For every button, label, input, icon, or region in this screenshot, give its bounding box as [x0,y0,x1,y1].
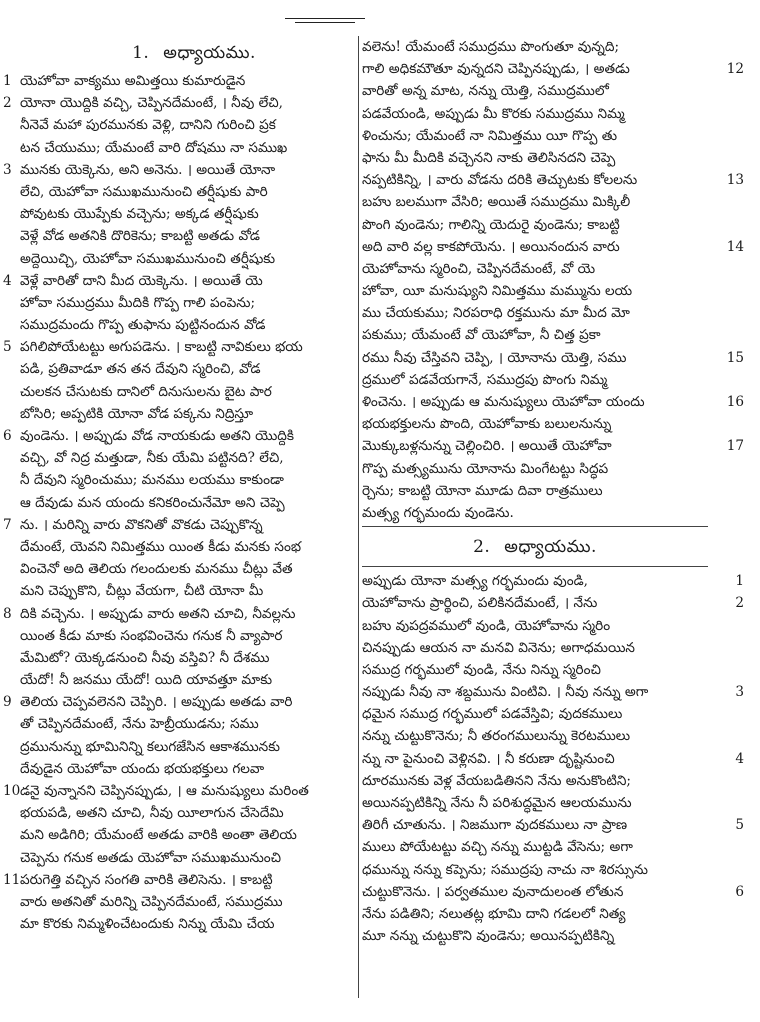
line-text: సముద్రమందు గొప్ప తుఫాను పుట్టినందున వోడ [20,317,266,334]
line-text: భయపడి, అతని చూచి, నీవు యీలాగున చేసెదేమి [20,805,284,822]
text-line [20,824,368,846]
line-text: ద్రములో పడవేయగానే, సముద్రపు పొంగు నిమ్మ [362,371,608,388]
verse-number: 2 [735,595,744,612]
line-text: ర్చెను; కాబట్టి యోనా మూడు దివా రాత్రములు [362,482,603,499]
line-text: పగిలిపోయేటట్టు అగుపడెను. । కాబట్టి నావికులు భయ [20,339,303,356]
text-line [362,236,744,258]
verse-number: 5 [735,817,744,834]
text-line [20,314,368,336]
right-column-text-bottom [362,570,744,947]
line-text: వెళ్లే వారితో దాని మీద యెక్కెను. । అయితే యె [20,272,263,289]
verse-number: 11 [3,871,21,888]
text-line [362,859,708,881]
line-text: మేమిటో? యెక్కడనుంచి నీవు వస్తివి? నీ దేశము [20,649,270,666]
line-text: అప్పుడు యోనా మత్స్య గర్భమందు వుండి, [362,573,588,590]
line-text: ను. । మరిన్ని వారు వొకనితో వొకడు చెప్పుకొన్న [20,516,263,533]
text-line [362,881,744,903]
line-text: న్ను నా పైనుంచి వెళ్లినవి. । నీ కరుణా దృష్టినుంచి [362,750,615,767]
text-line [362,324,708,346]
verse-number: 4 [735,750,744,767]
text-line [3,603,368,625]
text-line [362,191,708,213]
line-text: చుట్టుకొనెను. । పర్వతముల వునాదులంత లోతున [362,883,624,900]
line-text: మత్స్య గర్భమందు వుండెను. [362,504,514,521]
line-text: భయభక్తులను పొంది, యెహోవాకు బలులనున్ను [362,416,612,433]
text-line [362,725,708,747]
line-text: హోవా, యీ మనుష్యుని నిమిత్తము మమ్మును లయ [362,283,633,300]
line-text: దికి వచ్చెను. । అప్పుడు వారు అతని చూచి, నీవల్లను [20,605,296,622]
verse-number: 6 [3,428,12,444]
line-text: మునకు యెక్కెను, అని అనెను. । అయితే యోనా [20,161,276,178]
text-line [362,413,708,435]
text-line [362,615,708,637]
verse-number: 1 [735,573,744,590]
line-text: చెప్పెను గనుక అతడు యెహోవా సముఖమునుంచి [20,849,282,866]
text-line [20,736,368,758]
line-text: బోసిరి; అప్పటికి యోనా వోడ పక్కను నిద్రిస్తూ [20,405,254,422]
section-rule [362,566,708,567]
text-line [362,36,708,58]
verse-number: 3 [3,161,12,178]
line-text: ద్రమునున్ను భూమినిన్ని కలుగజేసిన ఆకాశమునకు [20,738,280,755]
text-line [20,913,368,935]
line-text: యోనా యొద్దికి వచ్చి, చెప్పినదేమంటే, । నీవు లేచి, [20,95,283,112]
text-line [362,80,708,102]
text-line [362,347,744,369]
text-line [362,58,744,80]
verse-number: 16 [726,394,744,410]
line-text: చినప్పుడు ఆయన నా మనవి వినెను; అగాధమయిన [362,639,635,656]
line-text: అది వారి వల్ల కాకపోయెను. । అయినందున వారు [362,238,620,255]
text-line [362,125,708,147]
line-text: ళించును; యేమంటే నా నిమిత్తము యీ గొప్ప తు [362,127,618,144]
line-text: ము చేయకుము; నిరపరాధి రక్తమును మా మీద మో [362,305,630,322]
verse-number: 7 [3,516,12,533]
chapter-number: 2. [473,537,491,558]
section-rule [362,526,708,527]
text-line [362,570,744,592]
line-text: రము నీవు చేస్తివని చెప్పి, । యోనాను యెత్తి, సము [362,349,627,366]
text-line [362,435,744,457]
text-line [20,292,368,314]
line-text: ములు పోయేటట్టు వచ్చి నన్ను ముట్టడి వేసెను; అగా [362,839,633,856]
text-line [362,302,708,324]
line-text: యెహోవాను ప్రార్థించి, పలికినదేమంటే, । నేను [362,595,598,612]
text-line [3,92,368,114]
chapter-1-heading [20,36,368,70]
line-text: యెహోవాను స్మరించి, చెప్పినదేమంటే, వో యె [362,260,596,277]
line-text: పకుము; యేమంటే వో యెహోవా, నీ చిత్త ప్రకా [362,327,601,344]
line-text: దేమంటే, యెవని నిమిత్తము యింత కీడు మనకు సంభ [20,538,302,555]
text-line [362,637,708,659]
text-line [3,425,368,447]
text-line [20,580,368,602]
line-text: ధమైన సముద్ర గర్భములో పడవేస్తివి; వుదకములు [362,706,623,723]
text-line [20,114,368,136]
text-line [362,214,708,236]
text-line [20,647,368,669]
text-line [3,691,368,713]
text-line [20,847,368,869]
line-text: పొంగి వుండెను; గాలిన్ని యెదురై వుండెను; కాబట్టి [362,216,620,233]
line-text: పోవుటకు యొప్పేకు వచ్చెను; అక్కడ తర్షీషుకు [20,206,259,223]
text-line [362,748,744,770]
text-line [20,403,368,425]
line-text: మని చెప్పుకొని, చీట్లు వేయగా, చీటి యోనా మీ [20,583,264,600]
text-line [362,770,708,792]
text-line [362,592,744,614]
line-text: అయినప్పటికిన్ని నేను నీ పరిశుద్ధమైన ఆలయమును [362,795,632,811]
line-text: దేవుడైన యెహోవా యందు భయభక్తులు గలవా [20,760,265,777]
line-text: అద్దెయిచ్చి, యెహోవా సముఖమునుంచి తర్షీషుకు [20,250,276,267]
text-line [362,147,708,169]
text-line [362,659,708,681]
line-text: తెలియ చెప్పవలెనని చెప్పిరి. । అప్పుడు అతడు వారి [20,694,293,711]
text-line [20,137,368,159]
line-text: నీ దేవుని స్మరించుము; మనము లయము కాకుండా [20,472,284,489]
left-column-text [3,70,368,935]
line-text: నేను పడితిని; నలుతట్ల భూమి దాని గడలలో నిత్య [362,905,626,922]
line-text: చులకన చేసుటకు దానిలో దినుసులను బైట పార [20,383,272,400]
text-line [362,814,744,836]
line-text: ఫాను మీ మీదికి వచ్చెనని నాకు తెలిసినదని చెప్పె [362,149,616,166]
text-line [362,280,708,302]
line-text: హోవా సముద్రము మీదికి గొప్ప గాలి పంపెను; [20,294,256,311]
verse-number: 1 [3,73,12,89]
line-text: పరుగెత్తి వచ్చిన సంగతి వారికి తెలిసెను. । కాబట్టి [20,871,273,888]
text-line [20,492,368,514]
text-line [3,159,368,181]
text-line [3,270,368,292]
text-line [20,181,368,203]
line-text: టన చేయుము; యేమంటే వారి దోషము నా సముఖ [20,139,288,156]
text-line [362,925,708,947]
verse-number: 15 [726,349,744,366]
line-text: బహు బలముగా వేసిరి; అయితే సముద్రము మిక్కిలీ [362,194,631,211]
line-text: నీనెవే మహా పురమునకు వెళ్లి, దానిని గురించి ప్రక [20,117,276,134]
text-line [3,869,368,891]
text-line [20,758,368,780]
left-column [3,36,368,935]
text-line [20,558,368,580]
text-line [20,536,368,558]
line-text: వెళ్లే వోడ అతనికి దొరికెను; కాబట్టి అతడు వోడ [20,228,260,245]
text-line [20,447,368,469]
line-text: గొప్ప మత్స్యమును యోనాను మింగేటట్టు సిద్ధప [362,460,609,477]
line-text: ధమున్ను నన్ను కప్పెను; సముద్రపు నాచు నా శిరస్సును [362,861,648,878]
text-line [3,514,368,536]
line-text: తో చెప్పినదేమంటే, నేను హెబ్రీయుడను; సము [20,716,259,733]
text-line [20,713,368,735]
line-text: మా కొరకు నిమ్మళించేటందుకు నిన్ను యేమి చేయ [20,916,275,933]
line-text: గాలి అధికమౌతూ వున్నదని చెప్పినప్పుడు, । అతడు [362,61,630,78]
top-ornament-rule [285,18,365,19]
verse-number: 2 [3,95,12,112]
text-line [3,780,368,802]
text-line [362,480,708,502]
text-line [362,903,708,925]
text-line [20,891,368,913]
text-line [20,225,368,247]
verse-number: 10 [3,783,21,799]
verse-number: 8 [3,605,12,622]
verse-number: 4 [3,272,12,289]
line-text: ళించెను. । అప్పుడు ఆ మనుష్యులు యెహోవా యందు [362,394,645,410]
verse-number: 17 [726,438,744,455]
line-text: మొక్కుబళ్లనున్ను చెల్లించిరి. । అయితే యెహోవా [362,438,612,455]
text-line [3,70,368,92]
text-line [20,203,368,225]
text-line [20,802,368,824]
line-text: లేచి, యెహోవా సముఖమునుంచి తర్షీషుకు పారి [20,183,268,200]
right-column [362,36,744,947]
text-line [20,248,368,270]
line-text: నన్ను చుట్టుకొనెను; నీ తరంగములున్ను కెరటములు [362,728,631,745]
line-text: తిరిగీ చూతును. । నిజముగా వుదకములు నా ప్రాణ [362,817,628,834]
text-line [20,625,368,647]
text-line [362,169,744,191]
line-text: వారితో అన్న మాట, నన్ను యెత్తి, సముద్రములో [362,83,609,100]
text-line [20,469,368,491]
text-line [362,681,744,703]
verse-number: 5 [3,339,12,356]
text-line [3,336,368,358]
text-line [362,502,708,524]
line-text: వచ్చి, వో నిద్ర మత్తుడా, నీకు యేమి పట్టినది? లేచి, [20,450,284,467]
text-line [362,458,708,480]
verse-number: 6 [735,883,744,900]
verse-number: 3 [735,684,744,701]
line-text: ఆ దేవుడు మన యందు కనికరించునేమో అని చెప్పె [20,494,285,511]
text-line [362,703,708,725]
line-text: పడవేయండి, అప్పుడు మీ కొరకు సముద్రము నిమ్మ [362,105,625,122]
line-text: పడి, ప్రతివాడూ తన తన దేవుని స్మరించి, వోడ [20,361,261,378]
right-column-text-top [362,36,744,524]
line-text: యేదో! నీ జనము యేదో! యిది యావత్తూ మాకు [20,672,273,689]
text-line [362,369,708,391]
text-line [362,792,708,814]
text-line [20,669,368,691]
line-text: వుండెను. । అప్పుడు వోడ నాయకుడు అతని యొద్దికి [20,428,294,444]
verse-number: 13 [726,172,744,189]
line-text: వించెనో అది తెలియ గలందులకు మనము చీట్లు వేత [20,561,293,578]
line-text: దూరమునకు వెళ్ల వేయబడితినని నేను అనుకొంటిని; [362,772,631,789]
line-text: యింత కీడు మాకు సంభవించెను గనుక నీ వ్యాపార [20,627,283,644]
text-line [20,358,368,380]
line-text: మని అడిగిరి; యేమంటే అతడు వారికి అంతా తెలియ [20,827,297,844]
line-text: నప్పుడు నీవు నా శబ్దమును వింటివి. । నీవు నన్ను అగా [362,684,649,701]
chapter-2-heading [362,530,708,564]
text-line [362,391,744,413]
text-line [362,836,708,858]
line-text: మూ నన్ను చుట్టుకొని వుండెను; అయినప్పటికిన్ని [362,928,615,945]
chapter-title: అధ్యాయము. [504,537,597,558]
line-text: వలెను! యేమంటే సముద్రము పొంగుతూ వున్నది; [362,39,620,55]
verse-number: 12 [726,61,744,78]
text-line [20,381,368,403]
line-text: సముద్ర గర్భములో వుండి, నేను నిన్ను స్మరించి [362,661,601,678]
line-text: బహు వుపద్రవములో వుండి, యెహోవాను స్మరిం [362,617,611,634]
chapter-title: అధ్యాయము. [163,43,256,63]
line-text: డనై వున్నానని చెప్పినప్పుడు, । ఆ మనుష్యులు మరింత [20,783,309,799]
text-line [362,258,708,280]
text-line [362,103,708,125]
verse-number: 14 [726,238,744,255]
verse-number: 9 [3,694,12,711]
chapter-number: 1. [132,43,150,63]
line-text: నప్పటికిన్ని, । వారు వోడను దరికి తెచ్చుటకు కోలలను [362,172,638,189]
line-text: వారు అతనితో మరిన్ని చెప్పినదేమంటే, సముద్రము [20,893,283,910]
line-text: యెహోవా వాక్యము అమిత్తయి కుమారుడైన [20,73,246,89]
